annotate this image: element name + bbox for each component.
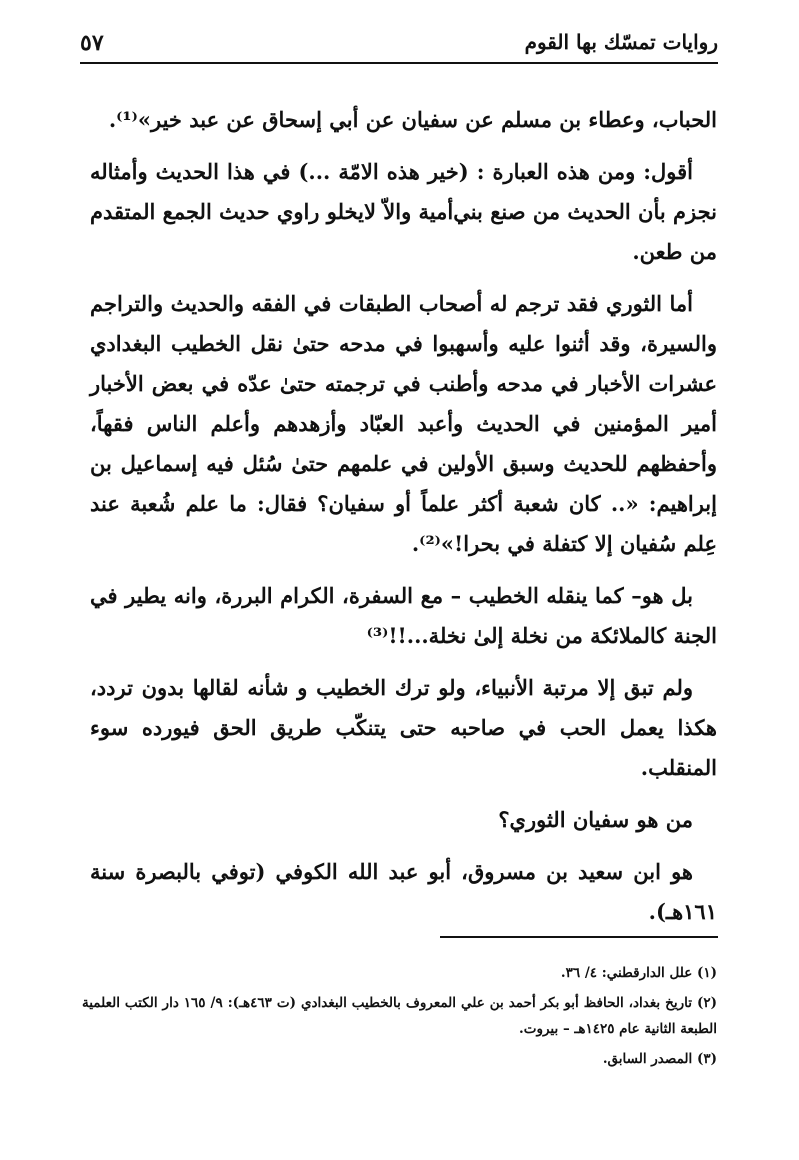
footnote: (٣) المصدر السابق. bbox=[602, 1051, 717, 1067]
paragraph: من هو سفيان الثوري؟ bbox=[498, 807, 693, 832]
footnote: (٢) تاريخ بغداد، الحافظ أبو بكر أحمد بن علي المعروف بالخطيب البغدادي (ت ٤٦٣هـ): ٩/ ١٦٥ دار الكتب العلمية الطبعة الثانية عام ١٤٢٥هـ – بيروت. bbox=[82, 995, 717, 1037]
page-number: ٥٧ bbox=[80, 30, 104, 56]
footnote: (١) علل الدارقطني: ٤/ ٣٦. bbox=[560, 965, 717, 981]
paragraph: ولم تبق إلا مرتبة الأنبياء، ولو ترك الخطيب و شأنه لقالها بدون تردد، هكذا يعمل الحب في صاحبه حتى يتنكّب طريق الحق فيورده سوء المنقلب. bbox=[90, 675, 717, 780]
footnote-separator bbox=[440, 936, 718, 938]
paragraph: أما الثوري فقد ترجم له أصحاب الطبقات في الفقه والحديث والتراجم والسيرة، وقد أثنوا عليه وأسهبوا في مدحه حتىٰ نقل الخطيب البغدادي عشرات الأخبار في مدحه وأطنب في ترجمته حتىٰ عدّه في بعض الأخبار أمير المؤمنين في الحديث وأعبد العبّاد وأزهدهم وأعلم الناس فقهاً، وأحفظهم للحديث وسبق الأولين في علمهم حتىٰ سُئل فيه إسماعيل بن إبراهيم: «.. كان شعبة أكثر علماً أو سفيان؟ فقال: ما علم شُعبة عند عِلم سُفيان إلا كتفلة في بحرا!»⁽²⁾. bbox=[90, 291, 717, 556]
paragraph: أقول: ومن هذه العبارة : (خير هذه الامّة ...) في هذا الحديث وأمثاله نجزم بأن الحديث من صنع بني‌أمية والاّ لايخلو راوي حديث الجمع المتقدم من طعن. bbox=[90, 159, 717, 264]
paragraph: الحباب، وعطاء بن مسلم عن سفيان عن أبي إسحاق عن عبد خير»⁽¹⁾. bbox=[108, 107, 717, 132]
page-header bbox=[80, 26, 718, 64]
body-text bbox=[90, 100, 717, 944]
footnotes bbox=[82, 960, 717, 1076]
paragraph: هو ابن سعيد بن مسروق، أبو عبد الله الكوفي (توفي بالبصرة سنة ١٦١هـ). bbox=[90, 859, 717, 924]
paragraph: بل هو– كما ينقله الخطيب – مع السفرة، الكرام البررة، وانه يطير في الجنة كالملائكة من نخلة إلىٰ نخلة...!!⁽³⁾ bbox=[90, 583, 717, 648]
running-title: روايات تمسّك بها القوم bbox=[524, 30, 718, 54]
